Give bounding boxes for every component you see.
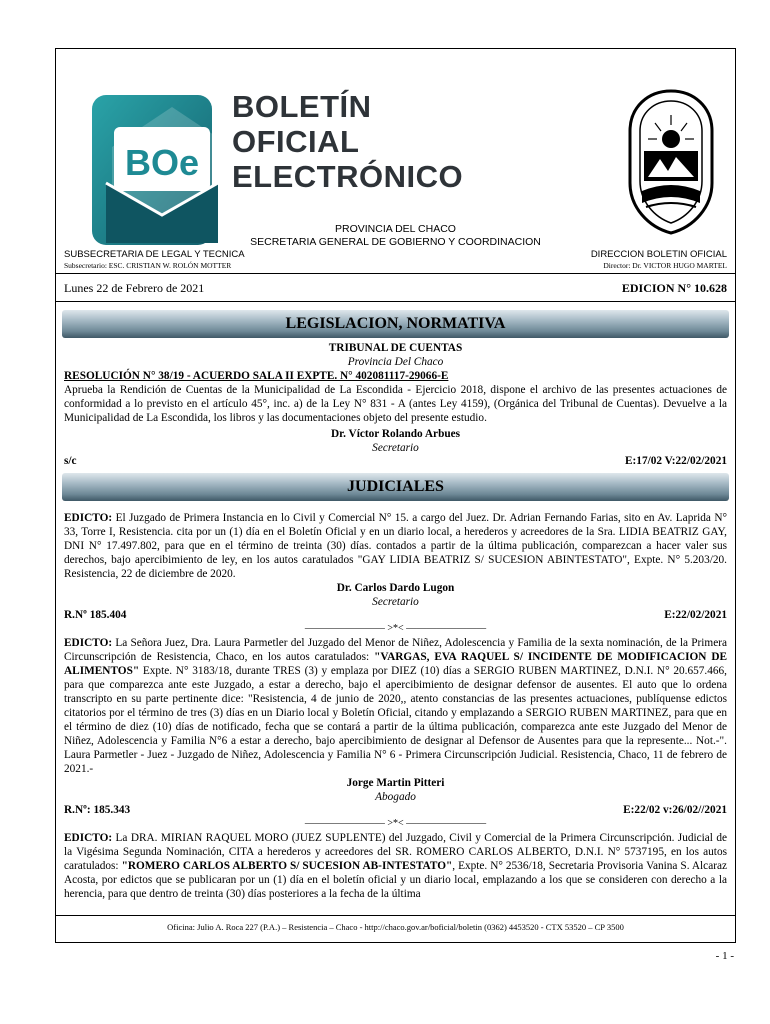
- ref-right: E:22/02/2021: [664, 609, 727, 621]
- edicto-label: EDICTO:: [64, 637, 113, 649]
- section-banner-judiciales: [62, 473, 729, 501]
- org-province: Provincia Del Chaco: [347, 356, 444, 368]
- separator: ———————— >*< ————————: [304, 818, 487, 829]
- edicto-body: Expte. N° 3183/18, durante TRES (3) y emplaza por DIEZ (10) días a SERGIO RUBEN MARTINEZ, D.N.I. N° 20.657.466, para que comparezca ante este Juzgado, a estar a derecho, bajo el apercibimiento de designar defensor de ausentes. El auto que lo ordena transcripto en su parte pertinente dice: "Resistencia, 4 de junio de 2020,, atento constancias de las presentes actuaciones, publíquense edictos citatorios por el término de tres (3) días en un Diario local y Boletín Oficial, citando y emplazando a SERGIO RUBEN MARTINEZ, para que en el término de diez (10) días de notificado, fecha que se contará a partir de la última publicación, comparezca ante este Juzgado del Menor de Niñez, Adolescencia y Familia N°6 a estar a derecho, bajo apercibimiento de designar al Defensor de Ausentes para que la represente... Not.-". Laura Parmetler - Juez - Juzgado de Niñez, Adolescencia y Familia N° 6 - Primera Circunscripción Judicial. Resistencia, Chaco, 11 de febrero de 2021.-: [64, 665, 727, 775]
- edicto-label: EDICTO:: [64, 832, 113, 844]
- ref-right: E:22/02 v:26/02//2021: [623, 804, 727, 816]
- masthead-title: [232, 89, 463, 194]
- province-shield-icon: [624, 87, 718, 237]
- signer-role: Abogado: [375, 791, 416, 803]
- signer-name: Dr. Carlos Dardo Lugon: [336, 582, 455, 594]
- resolution-body: Aprueba la Rendición de Cuentas de la Municipalidad de La Escondida - Ejercicio 2018, dispone el archivo de las presentes actuaciones de conformidad a lo previsto en el artículo 45°, inc. a) de la Ley N° 831 - A (antes Ley 4159), (Orgánica del Tribunal de Cuentas). Devuelve a la Municipalidad de La Escondida, los libros y las documentaciones objeto del presente estudio.: [64, 384, 727, 424]
- edicto-body: La DRA. MIRIAN RAQUEL MORO (JUEZ SUPLENTE) del Juzgado, Civil y Comercial de la Primera Circunscripción. Judicial de la Vigésima Segunda Nominación, CITA a herederos y acreedores del SR. ROMERO CARLOS ALBERTO, D.N.I. N° 5737195, en los autos caratulados:: [64, 832, 727, 872]
- section-title: LEGISLACION, NORMATIVA: [285, 315, 506, 332]
- signer-role: Secretario: [372, 442, 419, 454]
- divider: [56, 273, 735, 274]
- edicto-body: La Señora Juez, Dra. Laura Parmetler del Juzgado del Menor de Niñez, Adolescencia y Familia de la sexta nominación, de la Primera Circunscripción de Resistencia, Chaco, en los autos caratulados:: [64, 637, 727, 663]
- signer-name: Jorge Martin Pitteri: [346, 777, 445, 789]
- ref-left: R.Nº 185.404: [64, 609, 127, 621]
- case-title: "ROMERO CARLOS ALBERTO S/ SUCESION AB-INTESTATO": [121, 860, 453, 872]
- reference-row: [64, 804, 727, 818]
- title-line-3: ELECTRÓNICO: [232, 159, 464, 194]
- edicto-2: [64, 636, 727, 776]
- section-banner-legislacion: [62, 310, 729, 338]
- footer-address: Oficina: Julio A. Roca 227 (P.A.) – Resistencia – Chaco - http://chaco.gov.ar/boficial/boletin (0362) 4453520 - CTX 53520 – CP 3500: [167, 922, 624, 932]
- svg-text:BOe: BOe: [124, 142, 200, 183]
- page-number: - 1 -: [715, 950, 734, 962]
- org-name: TRIBUNAL DE CUENTAS: [328, 342, 463, 354]
- reference-row: [64, 609, 727, 623]
- direction-person: Director: Dr. VICTOR HUGO MARTEL: [603, 261, 727, 270]
- secretariat-name: SECRETARIA GENERAL DE GOBIERNO Y COORDINACION: [250, 236, 541, 248]
- issue-date: Lunes 22 de Febrero de 2021: [64, 281, 205, 295]
- page-frame: [55, 48, 736, 943]
- section-title: JUDICIALES: [347, 478, 444, 495]
- subsecretariat-person: Subsecretario: ESC. CRISTIAN W. ROLÓN MOTTER: [64, 261, 232, 270]
- issue-row: [64, 281, 727, 297]
- edicto-body: , Expte. N° 2536/18, Secretaria Provisoria Vanina S. Alcaraz Acosta, por edictos que se publicaran por un (1) día en el boletín oficial y un diario local, emplazando a los que se consideren con derecho a la herencia, para que dentro de treinta (30) días posteriores a la fecha de la última: [64, 860, 728, 900]
- signer-role: Secretario: [372, 596, 419, 608]
- ref-left: s/c: [64, 455, 77, 467]
- subsecretariat-block: [64, 249, 245, 271]
- edicto-label: EDICTO:: [64, 512, 113, 524]
- divider: [56, 301, 735, 302]
- ref-left: R.Nº: 185.343: [64, 804, 131, 816]
- direction-block: [591, 249, 727, 271]
- ref-right: E:17/02 V:22/02/2021: [625, 455, 727, 467]
- resolution-title: RESOLUCIÓN N° 38/19 - ACUERDO SALA II EXPTE. N° 402081117-29066-E: [64, 370, 449, 382]
- divider: [56, 915, 735, 916]
- title-line-2: OFICIAL: [232, 124, 360, 159]
- province-name: PROVINCIA DEL CHACO: [335, 223, 456, 235]
- edicto-body: El Juzgado de Primera Instancia en lo Civil y Comercial N° 15. a cargo del Juez. Dr. Adrian Fernando Farias, sito en Av. Laprida N° 33, Torre I, Resistencia. cita por un (1) día en el Boletín Oficial y en un diario local, a herederos y acreedores de la Sra. LIDIA BEATRIZ GAY, DNI N° 17.497.802, para que en el término de treinta (30) días. contados a partir de la última publicación, comparezcan a hacer valer sus derechos, bajo apercibimiento de ley, en los autos caratulados "GAY LIDIA BEATRIZ S/ SUCESION ABINTESTATO", Expte. N° 5.203/20. Resistencia, 22 de diciembre de 2020.: [64, 512, 727, 580]
- reference-row: [64, 455, 727, 469]
- masthead: [56, 49, 735, 279]
- subsecretariat-name: SUBSECRETARIA DE LEGAL Y TECNICA: [64, 249, 245, 260]
- edicto-3: [64, 831, 727, 901]
- case-title: "VARGAS, EVA RAQUEL S/ INCIDENTE DE MODIFICACION DE ALIMENTOS": [64, 651, 728, 677]
- direction-name: DIRECCION BOLETIN OFICIAL: [590, 249, 727, 260]
- separator: ———————— >*< ————————: [304, 623, 487, 634]
- province-heading: [56, 223, 735, 249]
- title-line-1: BOLETÍN: [232, 89, 372, 124]
- edition-number: EDICION N° 10.628: [621, 281, 727, 295]
- signer-name: Dr. Víctor Rolando Arbues: [330, 428, 461, 440]
- edicto-1: [64, 511, 727, 581]
